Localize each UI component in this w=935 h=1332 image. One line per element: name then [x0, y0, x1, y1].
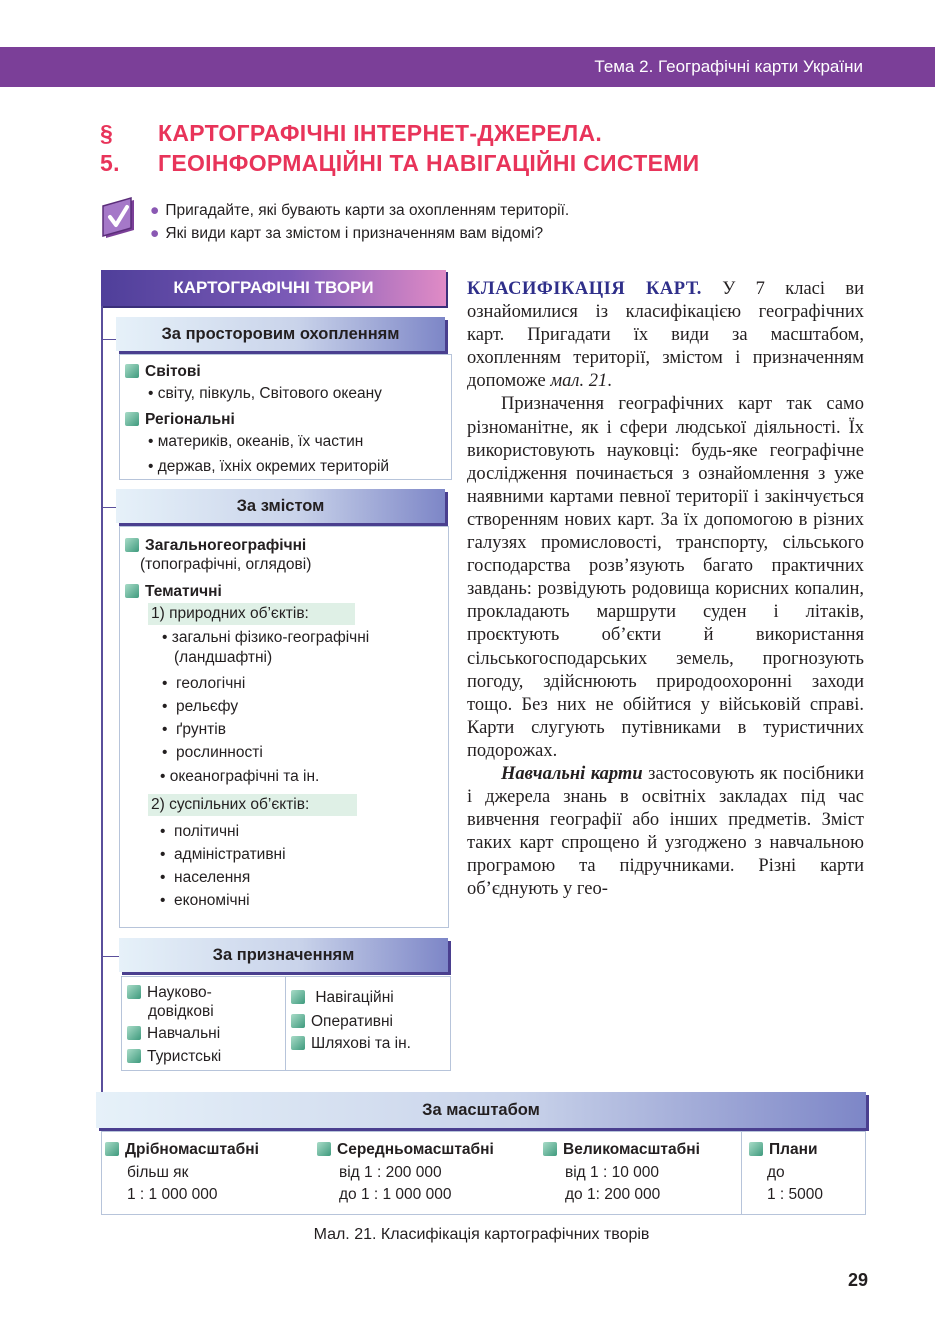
- question-item: ● Пригадайте, які бувають карти за охопленням території.: [150, 202, 570, 219]
- scale-col-name: Плани: [749, 1140, 818, 1160]
- diagram-main-title: КАРТОГРАФІЧНІ ТВОРИ: [101, 270, 446, 306]
- purpose-item: Шляхові та ін.: [291, 1034, 411, 1054]
- bullet-square-icon: [105, 1142, 119, 1156]
- thematic-maps: Тематичні: [125, 582, 222, 602]
- purpose-header: За призначенням: [119, 938, 448, 972]
- natural-objects: 1) природних об’єктів:: [148, 603, 355, 625]
- section-title-line1: КАРТОГРАФІЧНІ ІНТЕРНЕТ-ДЖЕРЕЛА.: [158, 120, 603, 146]
- scale-box: [101, 1131, 866, 1215]
- scale-col-name: Середньомасштабні: [317, 1140, 494, 1160]
- bullet-square-icon: [543, 1142, 557, 1156]
- natural-item: • рельєфу: [162, 698, 239, 715]
- general-note: (топографічні, оглядові): [140, 556, 312, 573]
- world-item: • світу, півкуль, Світового океану: [148, 385, 382, 402]
- regional-item: • держав, їхніх окремих територій: [148, 458, 390, 475]
- purpose-item: довідкові: [148, 1003, 214, 1020]
- scale-header: За масштабом: [96, 1092, 866, 1128]
- checkbox-icon: [100, 196, 140, 240]
- coverage-header: За просторовим охопленням: [116, 317, 445, 351]
- page-number: 29: [847, 1270, 868, 1290]
- natural-item: • геологічні: [162, 675, 246, 692]
- bullet-square-icon: [125, 364, 139, 378]
- natural-item: • ґрунтів: [162, 721, 226, 738]
- topic-band: [0, 47, 935, 87]
- content-box: [119, 526, 449, 928]
- section-title-line2: ГЕОІНФОРМАЦІЙНІ ТА НАВІГАЦІЙНІ СИСТЕМИ: [158, 150, 700, 176]
- bullet-square-icon: [125, 538, 139, 552]
- regional-item: • материків, океанів, їх частин: [148, 433, 364, 450]
- question-item: ● Які види карт за змістом і призначенням вам відомі?: [150, 225, 544, 242]
- social-item: • адміністративні: [160, 846, 286, 863]
- scale-col-range: 1 : 5000: [767, 1186, 824, 1203]
- topic-title: Тема 2. Географічні карти України: [594, 57, 863, 76]
- scale-col-range: до 1: 200 000: [565, 1186, 661, 1203]
- bullet-square-icon: [317, 1142, 331, 1156]
- bullet-square-icon: [749, 1142, 763, 1156]
- purpose-item: Оперативні: [291, 1012, 393, 1032]
- recall-questions: [150, 199, 569, 245]
- scale-col-range: до 1 : 1 000 000: [339, 1186, 452, 1203]
- scale-col-range: більш як: [127, 1164, 189, 1181]
- scale-col-name: Дрібномасштабні: [105, 1140, 259, 1160]
- bullet-square-icon: [125, 412, 139, 426]
- scale-col-range: від 1 : 10 000: [565, 1164, 659, 1181]
- general-maps: Загальногеографічні: [125, 536, 306, 556]
- bullet-square-icon: [291, 1014, 305, 1028]
- bullet-square-icon: [125, 584, 139, 598]
- diagram-trunk-line: [101, 305, 103, 1097]
- purpose-item: Навігаційні: [291, 988, 394, 1008]
- scale-col-range: 1 : 1 000 000: [127, 1186, 218, 1203]
- paragraph: Призначення географічних карт так само різноманітне, як і сфери людської діяльності. Їх використовують науковці: будь-яке географічне дослідження починається з ознайомлення з уже наявними картами певної території і закінчується створенням нових карт. За їх допомогою в різних галузях промисловості, транспорту, сільського господарства розв’язують багато практичних завдань: розвідують родовища корисних копалин, прокладають маршрути суден і літаків, проєктують об’єкти й використання сільськогосподарських земель, прогнозують погоду, здійснюють природоохоронні заходи тощо. Без них не обійтися у військовій справі. Карти слугують путівниками в туристичних подорожах.: [467, 394, 864, 761]
- scale-col-range: від 1 : 200 000: [339, 1164, 442, 1181]
- coverage-box: [119, 354, 452, 480]
- purpose-item: Навчальні: [127, 1024, 220, 1044]
- social-item: • політичні: [160, 823, 240, 840]
- scale-divider: [741, 1132, 742, 1214]
- natural-item: • рослинності: [162, 744, 263, 761]
- natural-item: • загальні фізико-географічні: [162, 629, 370, 646]
- connector: [101, 956, 119, 957]
- world-maps: Світові: [125, 362, 201, 382]
- social-objects: 2) суспільних об’єктів:: [148, 794, 357, 816]
- scale-col-range: до: [767, 1164, 785, 1181]
- purpose-divider: [285, 977, 286, 1070]
- purpose-item: Туристські: [127, 1047, 221, 1067]
- social-item: • населення: [160, 869, 251, 886]
- scale-col-name: Великомасштабні: [543, 1140, 700, 1160]
- bullet-square-icon: [127, 1049, 141, 1063]
- purpose-item: Науково-: [127, 983, 212, 1003]
- figure-caption: Мал. 21. Класифікація картографічних творів: [313, 1226, 650, 1243]
- body-text: [467, 278, 864, 902]
- regional-maps: Регіональні: [125, 410, 235, 430]
- purpose-box: [121, 976, 451, 1071]
- natural-item: (ландшафтні): [174, 649, 273, 666]
- social-item: • економічні: [160, 892, 250, 909]
- bullet-square-icon: [291, 1036, 305, 1050]
- bullet-square-icon: [127, 985, 141, 999]
- paragraph: Навчальні карти застосовують як посібники і джерела знань в освітніх закладах під час вивчення географії або інших предметів. Зміст таких карт спрощено й узгоджено з навчальною програмою та підручниками. Різні карти об’єднують у гео-: [467, 763, 865, 900]
- bullet-square-icon: [291, 990, 305, 1004]
- bullet-square-icon: [127, 1026, 141, 1040]
- paragraph: КЛАСИФІКАЦІЯ КАРТ. У 7 класі ви ознайомилися із класифікацією географічних карт. Пригадати їх види за масштабом, охопленням території, змістом і призначенням допоможе мал. 21.: [467, 279, 864, 392]
- natural-item: • океанографічні та ін.: [160, 768, 320, 785]
- content-header: За змістом: [116, 489, 445, 523]
- section-number: § 5.: [100, 120, 120, 176]
